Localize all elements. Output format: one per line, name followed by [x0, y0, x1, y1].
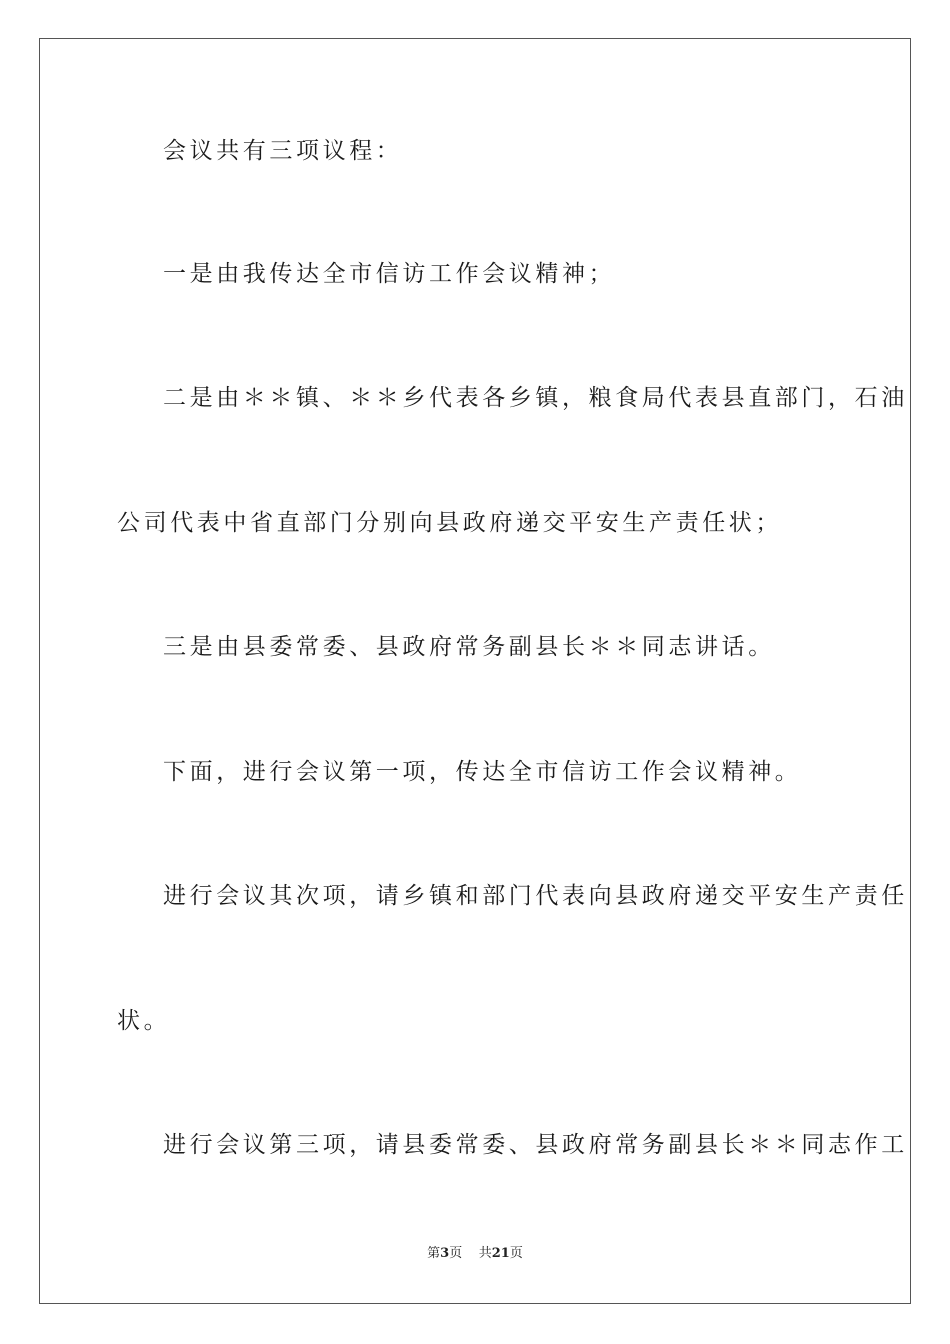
paragraph-line-4: 公司代表中省直部门分别向县政府递交平安生产责任状；	[117, 510, 782, 536]
page-suffix: 页	[449, 1246, 463, 1261]
paragraph-line-7: 进行会议其次项，请乡镇和部门代表向县政府递交平安生产责任	[163, 883, 908, 909]
paragraph-line-6: 下面，进行会议第一项，传达全市信访工作会议精神。	[163, 759, 802, 785]
total-prefix: 共	[478, 1246, 492, 1261]
page-footer	[0, 1245, 950, 1263]
paragraph-line-9: 进行会议第三项，请县委常委、县政府常务副县长＊＊同志作工	[163, 1132, 908, 1158]
paragraph-line-1: 会议共有三项议程：	[163, 138, 403, 164]
page-prefix: 第	[427, 1246, 441, 1261]
paragraph-line-3: 二是由＊＊镇、＊＊乡代表各乡镇，粮食局代表县直部门，石油	[163, 385, 908, 411]
paragraph-line-5: 三是由县委常委、县政府常务副县长＊＊同志讲话。	[163, 634, 775, 660]
page-total: 21	[491, 1246, 510, 1261]
paragraph-line-2: 一是由我传达全市信访工作会议精神；	[163, 261, 616, 287]
paragraph-line-8: 状。	[117, 1008, 171, 1034]
page-current: 3	[440, 1246, 450, 1261]
total-suffix: 页	[509, 1246, 523, 1261]
page-border	[39, 38, 911, 1304]
